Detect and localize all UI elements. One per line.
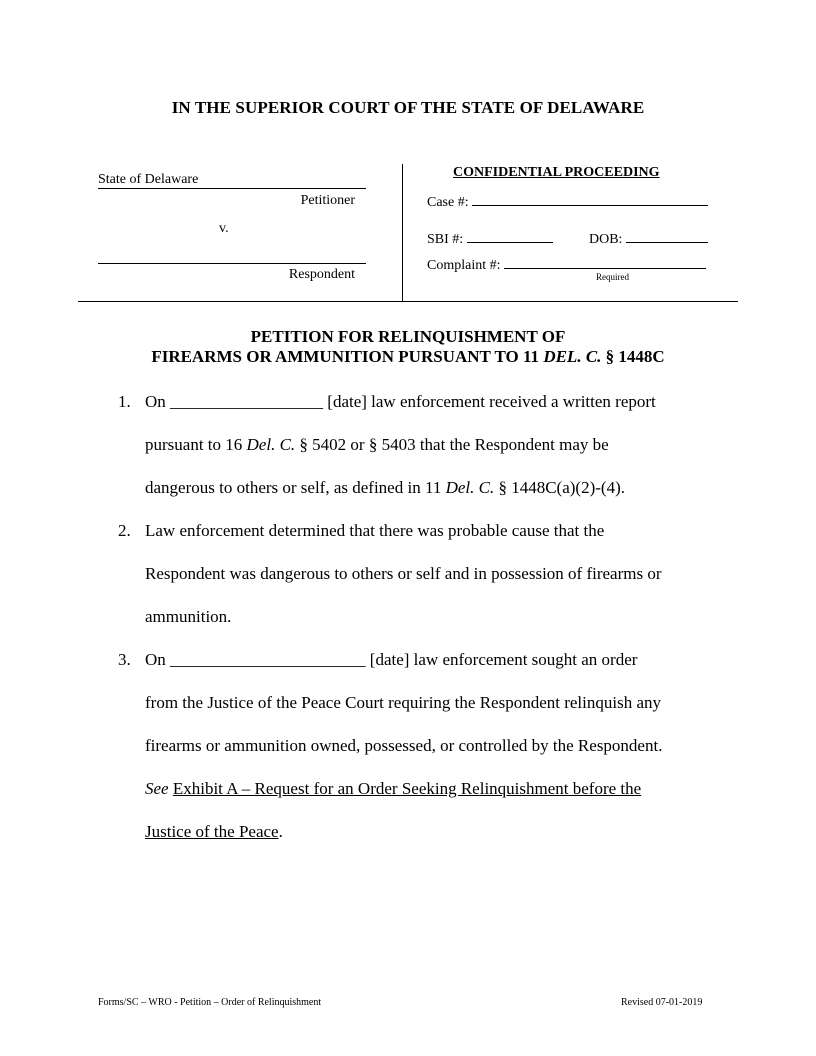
case-number-field[interactable] xyxy=(472,192,708,206)
citation: Del. C. xyxy=(246,435,296,454)
paragraph-line: firearms or ammunition owned, possessed, or controlled by the Respondent. xyxy=(145,736,663,755)
footer-revision: Revised 07-01-2019 xyxy=(621,997,703,1008)
sbi-row xyxy=(427,229,553,248)
paragraph-number: 2. xyxy=(118,521,131,540)
paragraph-line: from the Justice of the Peace Court requiring the Respondent relinquish any xyxy=(145,693,662,712)
caption-horizontal-divider xyxy=(78,301,738,302)
date-blank-field[interactable]: __________________ xyxy=(170,392,324,411)
heading-text: FIREARMS OR AMMUNITION PURSUANT TO 11 xyxy=(151,347,544,366)
sbi-field[interactable] xyxy=(467,229,553,243)
confidential-heading: CONFIDENTIAL PROCEEDING xyxy=(453,165,660,180)
heading-section: § 1448C xyxy=(601,347,665,366)
see-signal: See xyxy=(145,779,169,798)
footer-form-id: Forms/SC – WRO - Petition – Order of Relinquishment xyxy=(98,997,322,1008)
petitioner-name-field[interactable] xyxy=(98,171,366,189)
complaint-number-field[interactable] xyxy=(504,255,706,269)
paragraph-line xyxy=(145,779,641,799)
respondent-label: Respondent xyxy=(288,267,355,282)
paragraph-number: 3. xyxy=(118,650,131,669)
required-note: Required xyxy=(596,272,629,282)
text: [date] law enforcement received a written report xyxy=(323,392,656,411)
versus-label: v. xyxy=(219,221,229,236)
paragraph-line: Respondent was dangerous to others or self and in possession of firearms or xyxy=(145,564,662,583)
dob-label: DOB: xyxy=(589,232,623,247)
complaint-number-row xyxy=(427,255,706,274)
petition-heading-line-2 xyxy=(0,347,816,367)
petitioner-name: State of Delaware xyxy=(98,172,199,187)
paragraph-number: 1. xyxy=(118,392,131,411)
petition-heading-line-1: PETITION FOR RELINQUISHMENT OF xyxy=(250,327,566,346)
paragraph-line xyxy=(145,392,656,412)
text: § 5402 or § 5403 that the Respondent may be xyxy=(295,435,609,454)
dob-row xyxy=(589,229,708,248)
text: § 1448C(a)(2)-(4). xyxy=(494,478,625,497)
exhibit-a-link[interactable]: Exhibit A – Request for an Order Seeking Relinquishment before the xyxy=(172,779,642,798)
complaint-number-label: Complaint #: xyxy=(427,258,501,273)
text: . xyxy=(278,822,283,841)
dob-field[interactable] xyxy=(626,229,708,243)
respondent-name-field[interactable] xyxy=(98,246,366,264)
case-number-row xyxy=(427,192,708,211)
text: On xyxy=(145,392,171,411)
text: On xyxy=(145,650,171,669)
paragraph-line xyxy=(145,435,609,455)
caption-vertical-divider xyxy=(402,164,403,302)
date-blank-field[interactable]: _______________________ xyxy=(170,650,366,669)
paragraph-line xyxy=(145,822,283,842)
citation: Del. C. xyxy=(445,478,495,497)
text: pursuant to 16 xyxy=(145,435,247,454)
paragraph-line: Law enforcement determined that there was probable cause that the xyxy=(145,521,605,540)
paragraph-line xyxy=(145,478,625,498)
text: dangerous to others or self, as defined in 11 xyxy=(145,478,446,497)
sbi-label: SBI #: xyxy=(427,232,464,247)
paragraph-line xyxy=(145,650,637,670)
case-number-label: Case #: xyxy=(427,195,469,210)
petitioner-label: Petitioner xyxy=(300,193,355,208)
text: [date] law enforcement sought an order xyxy=(365,650,638,669)
heading-citation: DEL. C. xyxy=(543,347,602,366)
exhibit-a-link-continued[interactable]: Justice of the Peace xyxy=(145,822,279,841)
court-title: IN THE SUPERIOR COURT OF THE STATE OF DELAWARE xyxy=(171,98,645,117)
paragraph-line: ammunition. xyxy=(145,607,232,626)
